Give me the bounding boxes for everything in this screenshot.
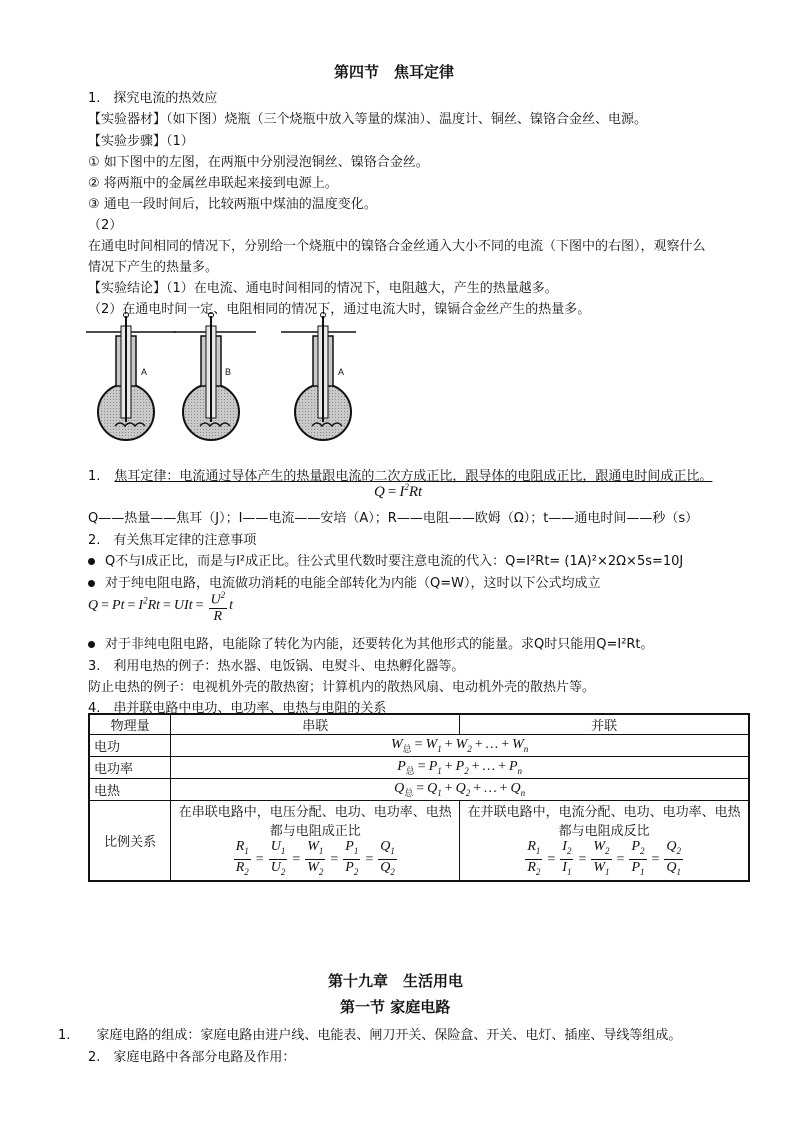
paragraph: ③ 通电一段时间后，比较两瓶中煤油的温度变化。 <box>88 197 377 212</box>
paragraph: （2） <box>88 218 123 233</box>
series-ratio-formula: $\frac{R_1}{R_2}$ = $\frac{U_1}{U_2}$ = $\frac{W_1}{W_2}$ = $\frac{P_1}{P_2}$ = $\frac{Q_1}{Q_2}$ <box>235 839 395 877</box>
series-text: 都与电阻成正比 <box>269 824 361 839</box>
table-row <box>89 757 749 779</box>
flask-label-left: A <box>141 367 148 377</box>
bullet-icon <box>88 558 95 565</box>
paragraph: 在通电时间相同的情况下，分别给一个烧瓶中的镍铬合金丝通入大小不同的电流（下图中的右图），观察什么 <box>88 239 706 254</box>
paragraph: 1. 家庭电路的组成：家庭电路由进户线、电能表、闸刀开关、保险盒、开关、电灯、插座、导线等组成。 <box>58 1028 682 1043</box>
flask-left <box>86 313 176 441</box>
paragraph: ② 将两瓶中的金属丝串联起来接到电源上。 <box>88 176 338 191</box>
series-ratio-cell <box>171 801 460 881</box>
law-formula: $Q = I^2Rt$ <box>374 482 423 500</box>
section-title-2: 第一节 家庭电路 <box>340 998 451 1016</box>
flask-label-right: A <box>338 367 345 377</box>
table-header-row <box>89 714 749 735</box>
row-label: 电功 <box>89 735 171 757</box>
bullet-item: 对于非纯电阻电路，电能除了转化为内能，还要转化为其他形式的能量。求Q时只能用Q=I²Rt。 <box>88 633 654 652</box>
row-label: 电功率 <box>89 757 171 779</box>
paragraph: 1. 探究电流的热效应 <box>88 91 218 106</box>
paragraph: 2. 家庭电路中各部分电路及作用： <box>88 1050 296 1065</box>
bullet-icon <box>88 641 95 648</box>
header-parallel: 并联 <box>460 714 749 735</box>
series-text: 在串联电路中，电压分配、电功、电功率、电热 <box>178 805 452 820</box>
relation-table <box>88 713 750 882</box>
power-formula: $P_总 = P_1 + P_2$ + … + $P_n$ <box>171 757 749 779</box>
paragraph: 4. 串并联电路中电功、电功率、电热与电阻的关系 <box>88 701 387 716</box>
header-quantity: 物理量 <box>89 714 171 735</box>
table-row <box>89 779 749 801</box>
table-row <box>89 735 749 757</box>
units-line: Q——热量——焦耳（J）；I——电流——安培（A）；R——电阻——欧姆（Ω）；t——通电时间——秒（s） <box>88 511 699 526</box>
paragraph: 【实验步骤】（1） <box>88 134 194 149</box>
row-label: 比例关系 <box>89 801 171 881</box>
b2-formula: $Q = Pt = I^2Rt$ = UIt = $\frac{U^2}{R}$ t <box>88 590 234 624</box>
paragraph: 2. 有关焦耳定律的注意事项 <box>88 533 257 548</box>
flask-figure <box>86 312 376 444</box>
parallel-text: 在并联电路中，电流分配、电功、电功率、电热 <box>467 805 741 820</box>
paragraph: 【实验结论】（1）在电流、通电时间相同的情况下，电阻越大，产生的热量越多。 <box>88 281 558 296</box>
paragraph: （2）在通电时间一定、电阻相同的情况下，通过电流大时，镍镉合金丝产生的热量多。 <box>88 302 591 317</box>
parallel-text: 都与电阻成反比 <box>558 824 650 839</box>
flask-middle <box>174 313 256 441</box>
bullet-icon <box>88 580 95 587</box>
row-label: 电热 <box>89 779 171 801</box>
flask-label-middle: B <box>225 367 232 377</box>
bullet-item: Q不与I成正比，而是与I²成正比。往公式里代数时要注意电流的代入：Q=I²Rt= (1A)²×2Ω×5s=10J <box>88 550 683 569</box>
section-title: 第四节 焦耳定律 <box>334 63 455 81</box>
heat-formula: $Q_总 = Q_1 + Q_2$ + … + $Q_n$ <box>171 779 749 801</box>
law-number: 1. <box>88 469 101 484</box>
paragraph: 【实验器材】（如下图）烧瓶（三个烧瓶中放入等量的煤油）、温度计、铜丝、镍铬合金丝、电源。 <box>88 112 648 127</box>
flask-right <box>281 313 356 441</box>
parallel-ratio-cell <box>460 801 749 881</box>
paragraph: 3. 利用电热的例子：热水器、电饭锅、电熨斗、电热孵化器等。 <box>88 659 465 674</box>
work-formula: $W_总 = W_1 + W_2$ + … + $W_n$ <box>171 735 749 757</box>
parallel-ratio-formula: $\frac{R_1}{R_2}$ = $\frac{I_2}{I_1}$ = $\frac{W_2}{W_1}$ = $\frac{P_2}{P_1}$ = $\frac{Q_2}{Q_1}$ <box>527 839 682 877</box>
law-text: 焦耳定律：电流通过导体产生的热量跟电流的二次方成正比，跟导体的电阻成正比，跟通电时间成正比。 <box>114 469 713 484</box>
chapter-title: 第十九章 生活用电 <box>328 972 464 990</box>
paragraph: ① 如下图中的左图，在两瓶中分别浸泡铜丝、镍铬合金丝。 <box>88 155 429 170</box>
table-row <box>89 801 749 881</box>
paragraph: 防止电热的例子：电视机外壳的散热窗；计算机内的散热风扇、电动机外壳的散热片等。 <box>88 680 596 695</box>
header-series: 串联 <box>171 714 460 735</box>
paragraph: 情况下产生的热量多。 <box>88 260 219 275</box>
bullet-item: 对于纯电阻电路，电流做功消耗的电能全部转化为内能（Q=W），这时以下公式均成立 <box>88 572 600 591</box>
